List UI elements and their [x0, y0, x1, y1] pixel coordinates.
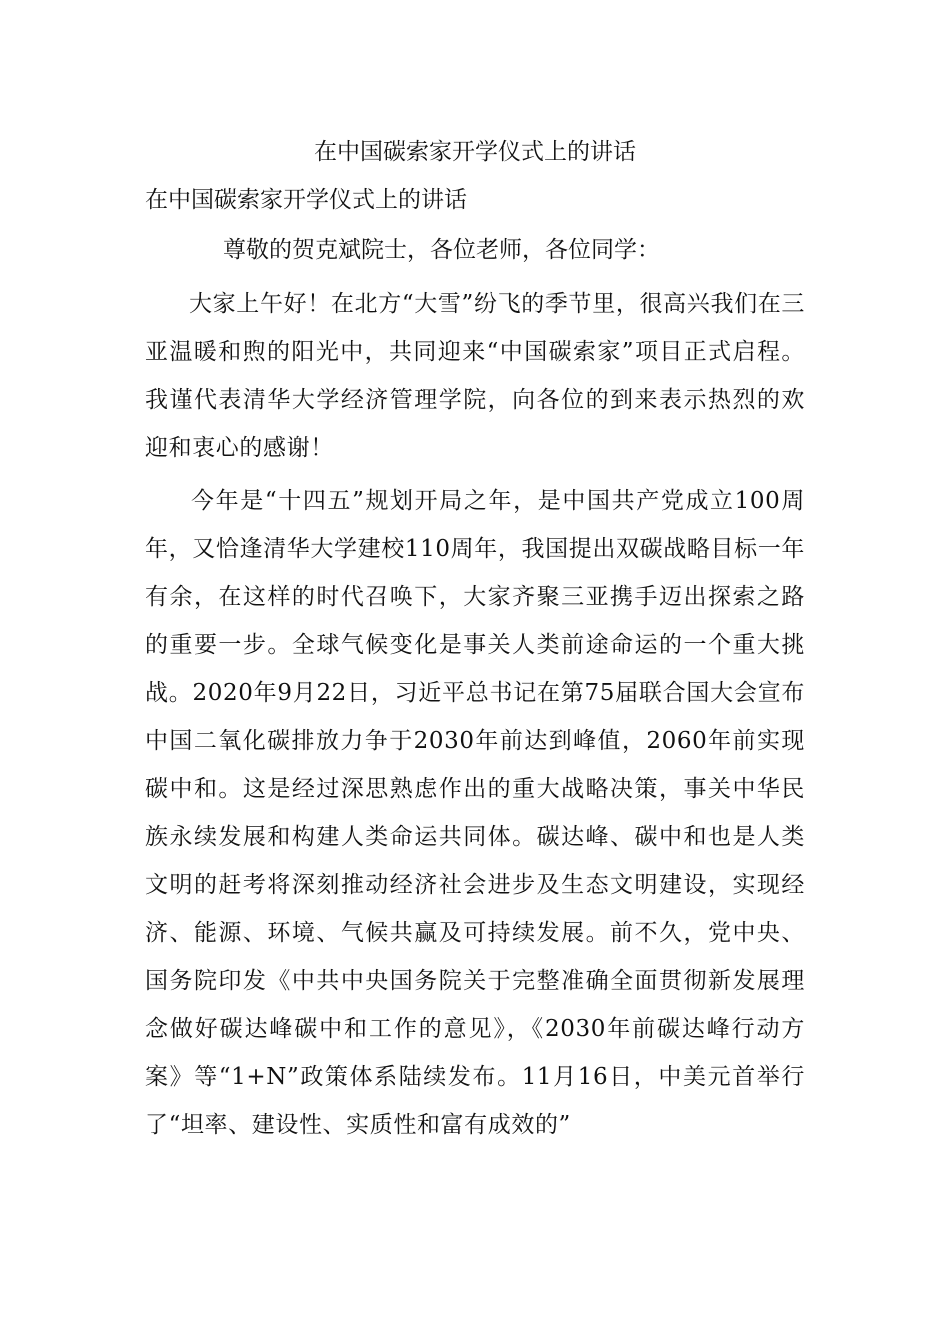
salutation: 尊敬的贺克斌院士，各位老师，各位同学： — [223, 237, 660, 263]
document-subtitle: 在中国碳索家开学仪式上的讲话 — [145, 187, 467, 213]
paragraph: 大家上午好！在北方“大雪”纷飞的季节里，很高兴我们在三亚温暖和煦的阳光中，共同迎来“中国碳索家”项目正式启程。我谨代表清华大学经济管理学院，向各位的到来表示热烈的欢迎和衷心的感谢！ — [145, 291, 805, 461]
document-title: 在中国碳索家开学仪式上的讲话 — [314, 139, 636, 165]
paragraph: 今年是“十四五”规划开局之年，是中国共产党成立100周年，又恰逢清华大学建校110周年，我国提出双碳战略目标一年有余，在这样的时代召唤下，大家齐聚三亚携手迈出探索之路的重要一步。全球气候变化是事关人类前途命运的一个重大挑战。2020年9月22日，习近平总书记在第75届联合国大会宣布中国二氧化碳排放力争于2030年前达到峰值，2060年前实现碳中和。这是经过深思熟虑作出的重大战略决策，事关中华民族永续发展和构建人类命运共同体。碳达峰、碳中和也是人类文明的赶考将深刻推动经济社会进步及生态文明建设，实现经济、能源、环境、气候共赢及可持续发展。前不久，党中央、国务院印发《中共中央国务院关于完整准确全面贯彻新发展理念做好碳达峰碳中和工作的意见》，《2030年前碳达峰行动方案》等“1+N”政策体系陆续发布。11月16日，中美元首举行了“坦率、建设性、实质性和富有成效的” — [145, 488, 805, 1138]
document-body — [145, 280, 805, 1149]
